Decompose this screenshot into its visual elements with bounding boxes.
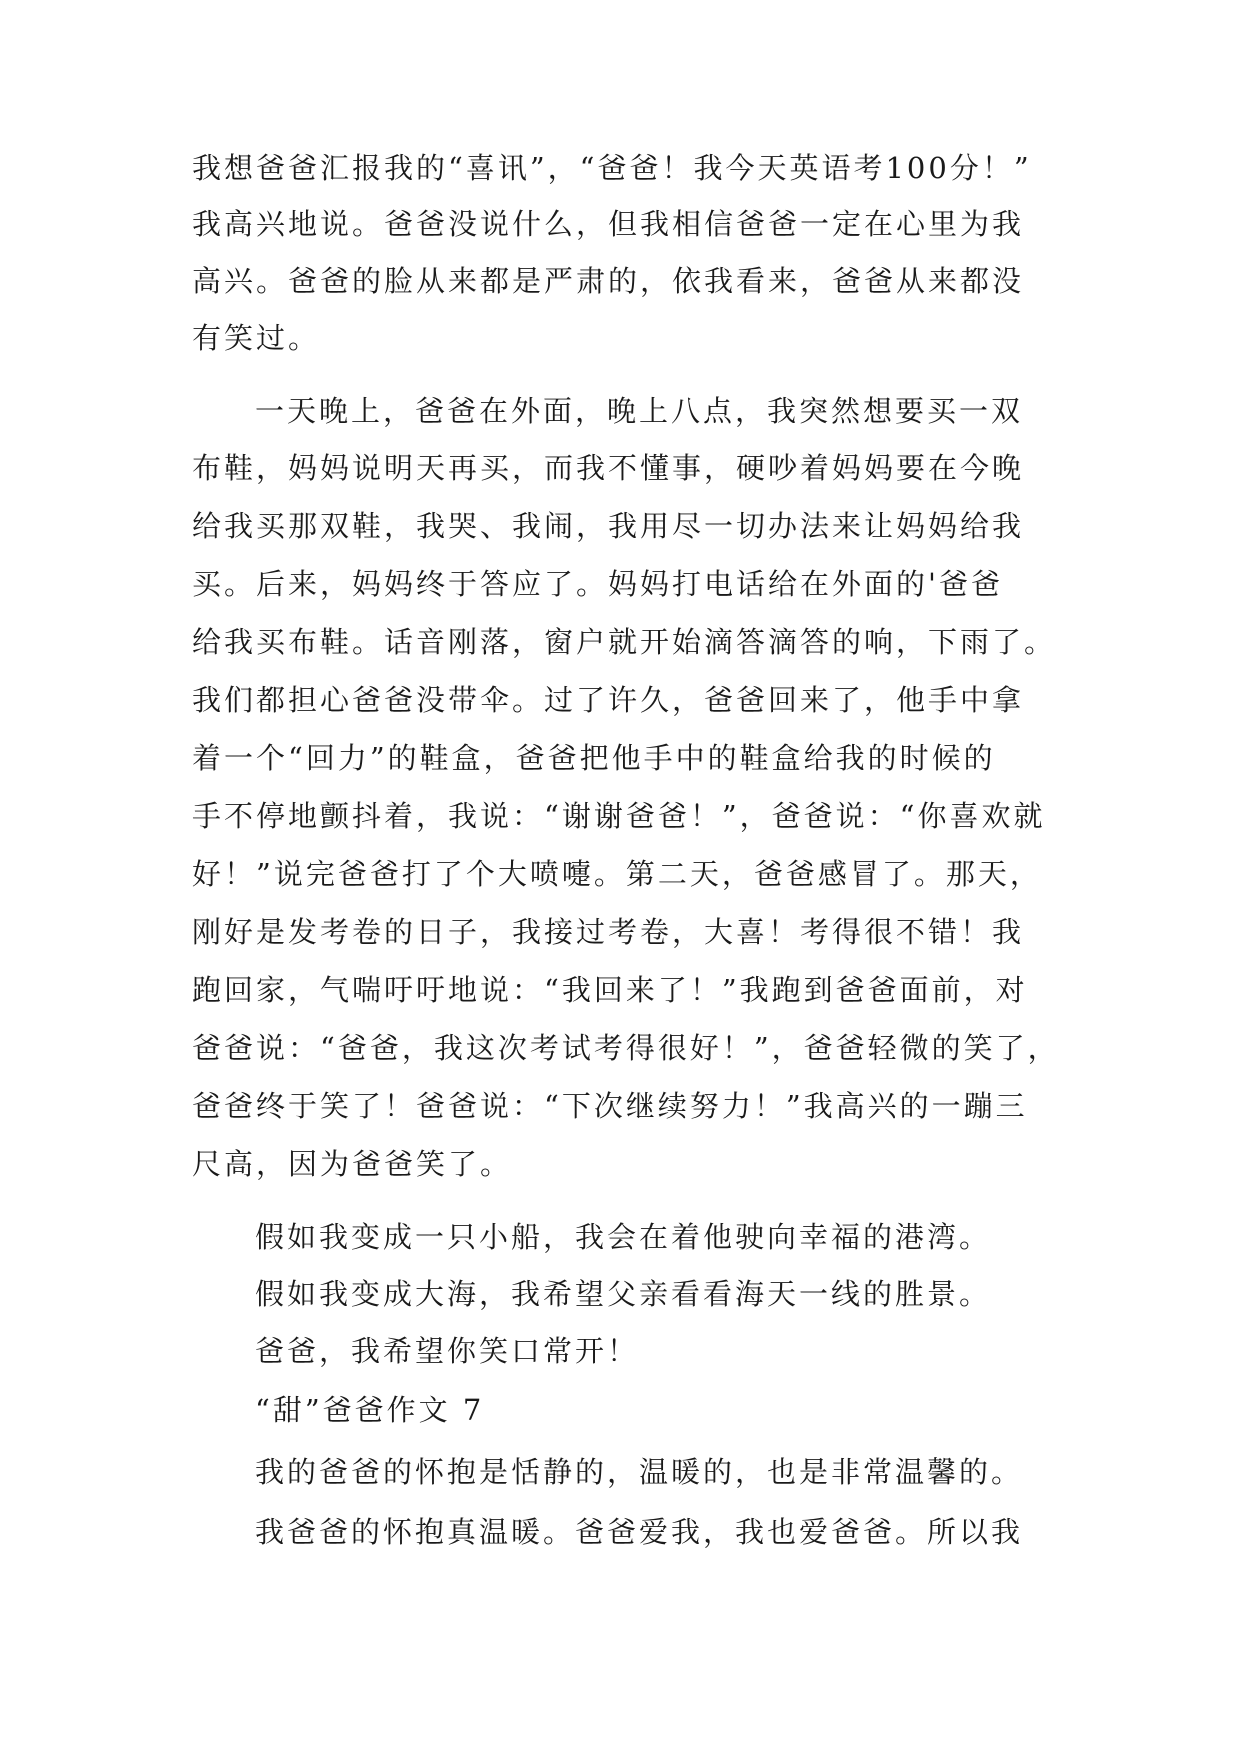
text-line: 手不停地颤抖着，我说：“谢谢爸爸！”，爸爸说：“你喜欢就 [192,799,1046,833]
text-line: 我们都担心爸爸没带伞。过了许久，爸爸回来了，他手中拿 [192,683,1025,717]
text-line: 爸爸说：“爸爸，我这次考试考得很好！”，爸爸轻微的笑了， [192,1031,1060,1065]
paragraph-line: 假如我变成一只小船，我会在着他驶向幸福的港湾。 [255,1220,992,1254]
text-line: 跑回家，气喘吁吁地说：“我回来了！”我跑到爸爸面前，对 [192,973,1028,1007]
text-line: 好！”说完爸爸打了个大喷嚏。第二天，爸爸感冒了。那天， [192,857,1042,891]
text-line: 尺高，因为爸爸笑了。 [192,1147,513,1181]
text-line: 高兴。爸爸的脸从来都是严肃的，依我看来，爸爸从来都没 [192,264,1025,298]
text-line: 刚好是发考卷的日子，我接过考卷，大喜！考得很不错！我 [192,915,1025,949]
text-line: 我高兴地说。爸爸没说什么，但我相信爸爸一定在心里为我 [192,207,1025,241]
text-line: 有笑过。 [192,321,321,355]
text-line: 给我买那双鞋，我哭、我闹，我用尽一切办法来让妈妈给我 [192,509,1025,543]
section-heading: “甜”爸爸作文 7 [255,1393,485,1427]
text-line: 布鞋，妈妈说明天再买，而我不懂事，硬吵着妈妈要在今晚 [192,451,1025,485]
text-line: 买。后来，妈妈终于答应了。妈妈打电话给在外面的'爸爸 [192,567,1003,601]
paragraph-line: 我爸爸的怀抱真温暖。爸爸爱我，我也爱爸爸。所以我 [255,1515,1024,1549]
text-line: 爸爸终于笑了！爸爸说：“下次继续努力！”我高兴的一蹦三 [192,1089,1028,1123]
paragraph-line: 我的爸爸的怀抱是恬静的，温暖的，也是非常温馨的。 [255,1455,1024,1489]
paragraph-line: 爸爸，我希望你笑口常开！ [255,1334,640,1368]
text-line: 我想爸爸汇报我的“喜讯”，“爸爸！我今天英语考100分！” [192,151,1032,185]
paragraph-start-line: 一天晚上，爸爸在外面，晚上八点，我突然想要买一双 [255,394,1024,428]
text-line: 给我买布鞋。话音刚落，窗户就开始滴答滴答的响，下雨了。 [192,625,1057,659]
paragraph-line: 假如我变成大海，我希望父亲看看海天一线的胜景。 [255,1277,992,1311]
text-line: 着一个“回力”的鞋盒，爸爸把他手中的鞋盒给我的时候的 [192,741,996,775]
